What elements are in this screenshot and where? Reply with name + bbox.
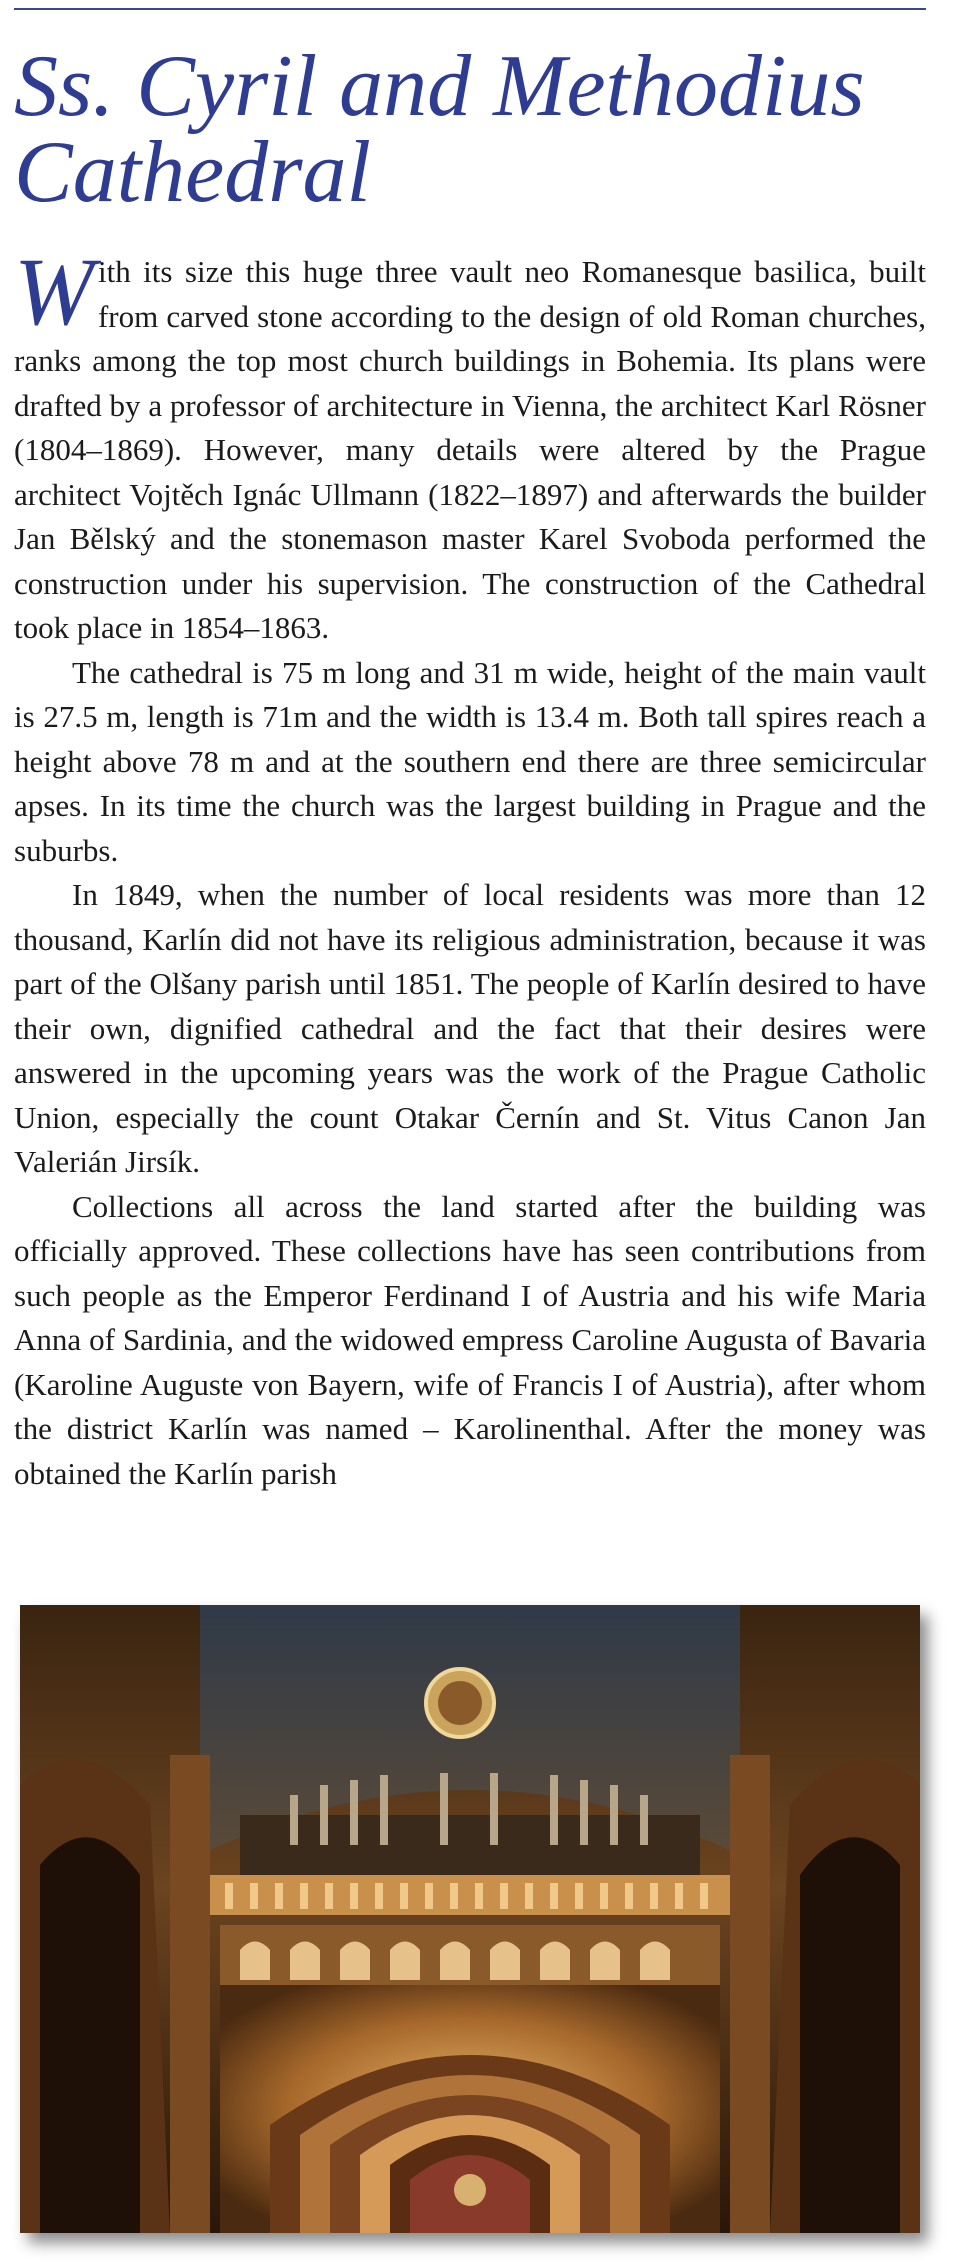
paragraph-collections: Collections all across the land started after the building was officially approved. These collections have has seen contributions from such people as the Emperor Ferdinand I of Austria and his wife Maria Anna of Sardinia, and the widowed empress Caroline Augusta of Bavaria (Karoline Auguste von Bayern, wife of Francis I of Austria), after whom the district Karlín was named – Karolinenthal. After the money was obtained the Karlín parish: [14, 1188, 926, 1491]
page-title: Ss. Cyril and Methodius Cathedral: [14, 38, 865, 221]
drop-cap: W: [14, 238, 94, 345]
cathedral-interior-photo: [20, 1605, 920, 2233]
top-rule: [14, 8, 926, 10]
article-body: [14, 238, 926, 1496]
interior-illustration: [20, 1605, 920, 2233]
paragraph-dimensions: The cathedral is 75 m long and 31 m wide, height of the main vault is 27.5 m, length is 71m and the width is 13.4 m. Both tall spires reach a height above 78 m and at the southern end there are three semicircular apses. In its time the church was the largest building in Prague and the suburbs.: [14, 654, 926, 868]
paragraph-intro-text: ith its size this huge three vault neo Romanesque basilica, built from carved stone according to the design of old Roman churches, ranks among the top most church buildings in Bohemia. Its plans were drafted by a professor of architecture in Vienna, the architect Karl Rösner (1804–1869). However, many details were altered by the Prague architect Vojtěch Ignác Ullmann (1822–1897) and afterwards the builder Jan Bělský and the stonemason master Karel Svoboda performed the construction under his supervision. The construction of the Cathedral took place in 1854–1863.: [14, 254, 926, 645]
paragraph-history: In 1849, when the number of local residents was more than 12 thousand, Karlín did not have its religious administration, because it was part of the Olšany parish until 1851. The people of Karlín desired to have their own, dignified cathedral and the fact that their desires were answered in the upcoming years was the work of the Prague Catholic Union, especially the count Otakar Černín and St. Vitus Canon Jan Valerián Jirsík.: [14, 877, 926, 1179]
paragraph-intro: [14, 238, 926, 651]
